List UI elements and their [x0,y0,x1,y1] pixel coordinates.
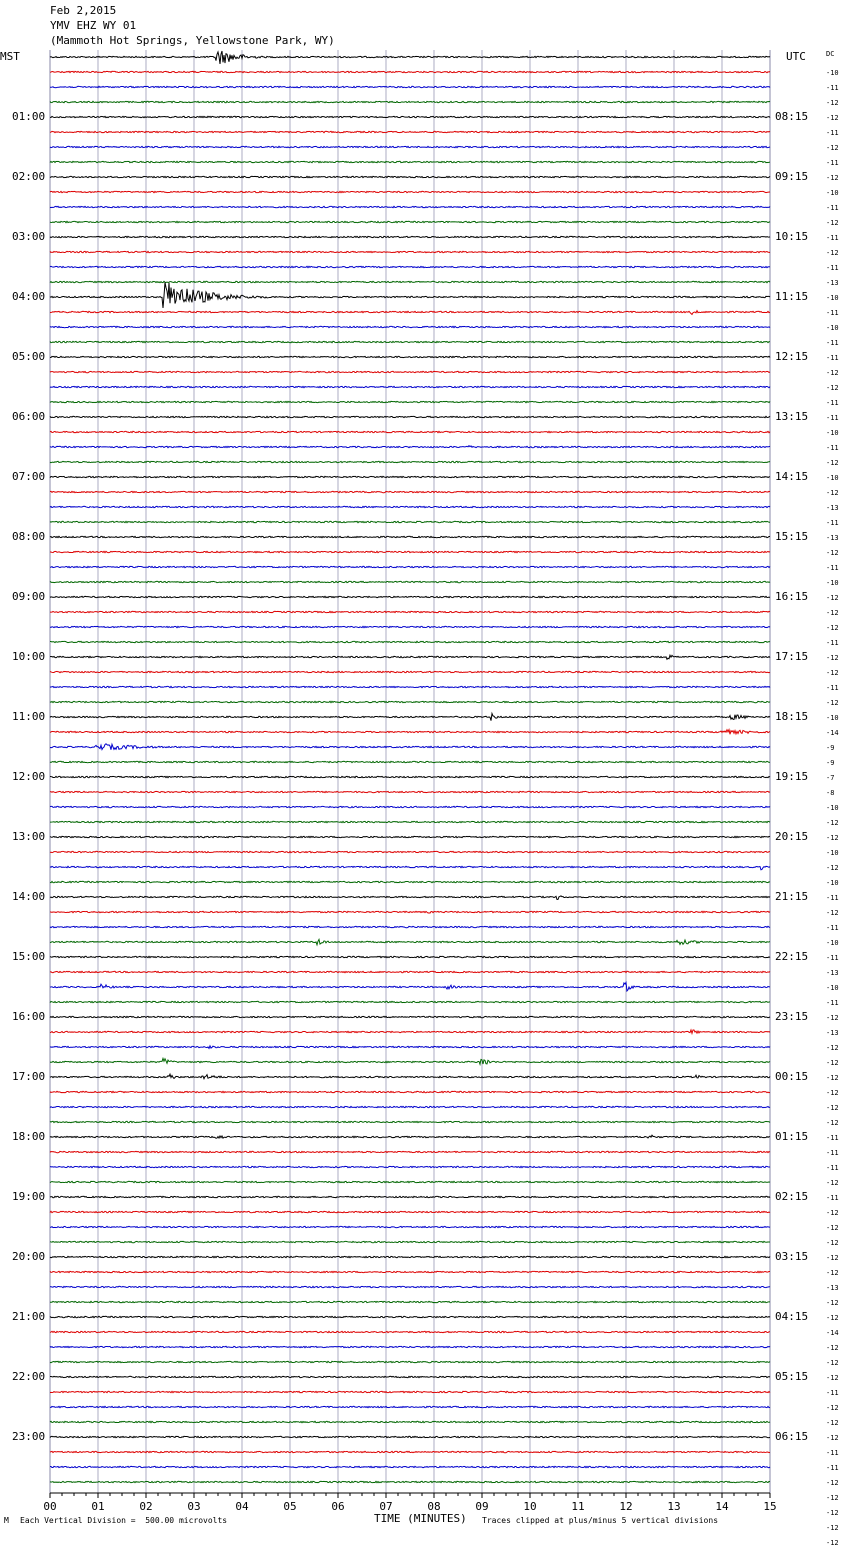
trace-line [50,1421,770,1422]
trace-line [50,956,770,957]
dc-offset-label: -12 [826,1539,839,1547]
trace-line [50,1196,770,1197]
dc-offset-label: -12 [826,489,839,497]
trace-line [50,581,770,582]
right-timezone: UTC [786,50,806,63]
dc-offset-label: -10 [826,579,839,587]
dc-offset-label: -10 [826,189,839,197]
dc-offset-label: -12 [826,99,839,107]
dc-offset-label: -12 [826,1224,839,1232]
station-location: (Mammoth Hot Springs, Yellowstone Park, WY) [50,34,335,47]
dc-offset-label: -12 [826,384,839,392]
trace-line [50,939,770,944]
dc-offset-label: -12 [826,1314,839,1322]
x-tick-label: 05 [283,1500,297,1513]
dc-offset-label: -11 [826,1464,839,1472]
dc-offset-label: -12 [826,219,839,227]
trace-line [50,655,770,659]
utc-hour-label: 22:15 [775,950,809,963]
dc-offset-label: -11 [826,894,839,902]
trace-line [50,744,770,750]
trace-line [50,1316,770,1317]
trace-line [50,146,770,147]
dc-offset-label: -11 [826,309,839,317]
dc-header: DC [826,50,835,58]
trace-line [50,1181,770,1182]
dc-offset-label: -11 [826,639,839,647]
dc-offset-label: -10 [826,294,839,302]
left-timezone: MST [0,50,20,63]
dc-offset-label: -12 [826,114,839,122]
trace-line [50,1301,770,1302]
dc-offset-label: -11 [826,84,839,92]
clip-note: Traces clipped at plus/minus 5 vertical divisions [482,1516,719,1525]
dc-offset-label: -12 [826,819,839,827]
dc-offset-label: -12 [826,1014,839,1022]
scale-note: Each Vertical Division = 500.00 microvolts [20,1516,228,1525]
dc-offset-label: -12 [826,1179,839,1187]
trace-line [50,821,770,822]
dc-offset-label: -12 [826,1344,839,1352]
dc-offset-label: -10 [826,879,839,887]
mst-hour-label: 22:00 [12,1370,46,1383]
dc-offset-label: -12 [826,1374,839,1382]
x-tick-label: 15 [763,1500,777,1513]
mst-hour-label: 23:00 [12,1430,46,1443]
dc-offset-label: -12 [826,1074,839,1082]
utc-hour-label: 06:15 [775,1430,809,1443]
mst-hour-label: 06:00 [12,410,46,423]
trace-line [50,1166,770,1167]
utc-hour-label: 18:15 [775,710,809,723]
mst-hour-label: 18:00 [12,1130,46,1143]
trace-line [50,461,770,462]
mst-hour-label: 17:00 [12,1070,46,1083]
dc-offset-label: -12 [826,1494,839,1502]
dc-offset-label: -10 [826,939,839,947]
dc-offset-label: -13 [826,279,839,287]
dc-offset-label: -11 [826,684,839,692]
dc-offset-label: -11 [826,1389,839,1397]
trace-line [50,611,770,612]
dc-offset-label: -12 [826,654,839,662]
trace-line [50,1436,770,1437]
trace-line [50,446,770,448]
utc-hour-label: 16:15 [775,590,809,603]
mst-hour-label: 20:00 [12,1250,46,1263]
dc-offset-label: -10 [826,984,839,992]
x-tick-label: 13 [667,1500,681,1513]
mst-hour-label: 14:00 [12,890,46,903]
mst-hour-label: 10:00 [12,650,46,663]
dc-offset-label: -13 [826,504,839,512]
trace-line [50,1016,770,1017]
dc-offset-label: -12 [826,1104,839,1112]
dc-offset-label: -12 [826,144,839,152]
dc-offset-label: -12 [826,1239,839,1247]
dc-offset-label: -11 [826,234,839,242]
trace-line [50,1211,770,1212]
trace-line [50,161,770,162]
dc-offset-label: -12 [826,909,839,917]
trace-line [50,1074,770,1079]
utc-hour-label: 03:15 [775,1250,809,1263]
trace-line [50,86,770,87]
x-tick-label: 12 [619,1500,633,1513]
trace-line [50,1106,770,1107]
trace-line [50,776,770,777]
trace-line [50,506,770,507]
trace-line [50,1361,770,1362]
trace-line [50,686,770,687]
trace-line [50,191,770,192]
trace-line [50,806,770,807]
dc-offset-label: -10 [826,324,839,332]
trace-line [50,971,770,972]
x-tick-label: 00 [43,1500,57,1513]
trace-line [50,1135,770,1138]
trace-line [50,51,770,64]
dc-offset-label: -10 [826,69,839,77]
dc-offset-label: -13 [826,969,839,977]
x-tick-label: 08 [427,1500,441,1513]
dc-offset-label: -11 [826,339,839,347]
trace-line [50,236,770,237]
dc-offset-label: -11 [826,444,839,452]
utc-hour-label: 23:15 [775,1010,809,1023]
trace-line [50,866,770,870]
x-tick-label: 06 [331,1500,345,1513]
dc-offset-label: -12 [826,864,839,872]
dc-offset-label: -12 [826,1059,839,1067]
utc-hour-label: 02:15 [775,1190,809,1203]
dc-offset-label: -12 [826,594,839,602]
dc-offset-label: -10 [826,429,839,437]
dc-offset-label: -14 [826,1329,839,1337]
chart-date: Feb 2,2015 [50,4,117,17]
dc-offset-label: -12 [826,1209,839,1217]
dc-offset-label: -9 [826,744,835,752]
trace-line [50,791,770,792]
x-tick-label: 01 [91,1500,105,1513]
utc-hour-label: 05:15 [775,1370,809,1383]
station-code: YMV EHZ WY 01 [50,19,137,32]
trace-line [50,401,770,402]
trace-line [50,266,770,267]
utc-hour-label: 15:15 [775,530,809,543]
dc-offset-label: -10 [826,804,839,812]
trace-line [50,626,770,627]
trace-line [50,1001,770,1002]
trace-line [50,206,770,207]
trace-line [50,71,770,72]
trace-line [50,641,770,642]
trace-line [50,551,770,552]
dc-offset-label: -12 [826,1089,839,1097]
dc-offset-label: -11 [826,924,839,932]
trace-line [50,281,770,282]
dc-offset-label: -12 [826,174,839,182]
dc-offset-label: -12 [826,1359,839,1367]
trace-line [50,326,770,327]
utc-hour-label: 17:15 [775,650,809,663]
dc-offset-label: -11 [826,1149,839,1157]
trace-line [50,851,770,852]
dc-offset-label: -12 [826,249,839,257]
x-tick-label: 10 [523,1500,537,1513]
trace-line [50,836,770,837]
trace-line [50,282,770,308]
trace-line [50,566,770,567]
dc-offset-label: -12 [826,624,839,632]
dc-offset-label: -11 [826,414,839,422]
x-tick-label: 02 [139,1500,153,1513]
trace-line [50,476,770,477]
dc-offset-label: -12 [826,1524,839,1532]
utc-hour-label: 13:15 [775,410,809,423]
dc-offset-label: -13 [826,1284,839,1292]
dc-offset-label: -11 [826,1164,839,1172]
dc-offset-label: -12 [826,669,839,677]
utc-hour-label: 21:15 [775,890,809,903]
x-tick-label: 09 [475,1500,489,1513]
dc-offset-label: -12 [826,549,839,557]
x-tick-label: 14 [715,1500,729,1513]
mst-hour-label: 19:00 [12,1190,46,1203]
mst-hour-label: 11:00 [12,710,46,723]
dc-offset-label: -7 [826,774,835,782]
dc-offset-label: -11 [826,159,839,167]
x-tick-label: 03 [187,1500,201,1513]
dc-offset-label: -14 [826,729,839,737]
trace-line [50,701,770,702]
trace-line [50,1286,770,1287]
trace-line [50,221,770,222]
dc-offset-label: -10 [826,474,839,482]
mst-hour-label: 13:00 [12,830,46,843]
dc-offset-label: -11 [826,999,839,1007]
footer-mark: M [4,1516,9,1525]
dc-offset-label: -12 [826,1479,839,1487]
mst-hour-label: 01:00 [12,110,46,123]
trace-line [50,982,770,991]
trace-line [50,1271,770,1272]
dc-offset-label: -9 [826,759,835,767]
utc-hour-label: 00:15 [775,1070,809,1083]
trace-line [50,341,770,342]
mst-hour-label: 09:00 [12,590,46,603]
trace-line [50,1331,770,1332]
utc-hour-label: 09:15 [775,170,809,183]
trace-line [50,926,770,927]
trace-line [50,1091,770,1092]
dc-offset-label: -11 [826,519,839,527]
trace-line [50,1121,770,1122]
dc-offset-label: -12 [826,609,839,617]
trace-line [50,1030,770,1033]
trace-line [50,1058,770,1064]
dc-offset-label: -10 [826,849,839,857]
dc-offset-label: -12 [826,1269,839,1277]
utc-hour-label: 04:15 [775,1310,809,1323]
trace-line [50,371,770,372]
trace-line [50,521,770,522]
dc-offset-label: -12 [826,1299,839,1307]
x-tick-label: 04 [235,1500,249,1513]
trace-line [50,761,770,762]
dc-offset-label: -13 [826,1029,839,1037]
dc-offset-label: -12 [826,1509,839,1517]
trace-line [50,1481,770,1482]
utc-hour-label: 19:15 [775,770,809,783]
trace-line [50,911,770,913]
dc-offset-label: -11 [826,1449,839,1457]
trace-line [50,1376,770,1377]
trace-line [50,131,770,132]
trace-line [50,251,770,252]
dc-offset-label: -12 [826,1419,839,1427]
utc-hour-label: 11:15 [775,290,809,303]
trace-line [50,311,770,315]
trace-line [50,1466,770,1467]
mst-hour-label: 12:00 [12,770,46,783]
trace-line [50,416,770,417]
mst-hour-label: 05:00 [12,350,46,363]
trace-line [50,1226,770,1227]
trace-line [50,881,770,882]
dc-offset-label: -11 [826,264,839,272]
trace-line [50,671,770,672]
x-tick-label: 07 [379,1500,393,1513]
dc-offset-label: -12 [826,1434,839,1442]
dc-offset-label: -12 [826,459,839,467]
dc-offset-label: -12 [826,1119,839,1127]
dc-offset-label: -12 [826,834,839,842]
dc-offset-label: -11 [826,564,839,572]
trace-line [50,356,770,357]
x-tick-label: 11 [571,1500,585,1513]
trace-line [50,896,770,900]
dc-offset-label: -13 [826,534,839,542]
trace-line [50,116,770,117]
trace-line [50,713,770,720]
mst-hour-label: 03:00 [12,230,46,243]
utc-hour-label: 01:15 [775,1130,809,1143]
trace-line [50,1346,770,1347]
dc-offset-label: -12 [826,699,839,707]
trace-line [50,1391,770,1392]
mst-hour-label: 04:00 [12,290,46,303]
trace-line [50,1046,770,1049]
trace-line [50,491,770,492]
trace-line [50,101,770,102]
trace-line [50,431,770,432]
mst-hour-label: 15:00 [12,950,46,963]
trace-line [50,536,770,537]
mst-hour-label: 02:00 [12,170,46,183]
dc-offset-label: -12 [826,369,839,377]
mst-hour-label: 16:00 [12,1010,46,1023]
dc-offset-label: -11 [826,1134,839,1142]
utc-hour-label: 20:15 [775,830,809,843]
dc-offset-label: -11 [826,1194,839,1202]
dc-offset-label: -10 [826,714,839,722]
utc-hour-label: 14:15 [775,470,809,483]
dc-offset-label: -12 [826,1254,839,1262]
dc-offset-label: -11 [826,354,839,362]
dc-offset-label: -11 [826,399,839,407]
trace-line [50,730,770,735]
utc-hour-label: 12:15 [775,350,809,363]
dc-offset-label: -8 [826,789,835,797]
utc-hour-label: 10:15 [775,230,809,243]
utc-hour-label: 08:15 [775,110,809,123]
trace-line [50,1151,770,1152]
x-axis-label: TIME (MINUTES) [374,1512,467,1525]
mst-hour-label: 08:00 [12,530,46,543]
trace-line [50,1451,770,1452]
trace-line [50,1241,770,1242]
trace-line [50,1256,770,1257]
mst-hour-label: 07:00 [12,470,46,483]
trace-line [50,596,770,597]
dc-offset-label: -12 [826,1044,839,1052]
dc-offset-label: -11 [826,129,839,137]
mst-hour-label: 21:00 [12,1310,46,1323]
dc-offset-label: -11 [826,954,839,962]
trace-line [50,176,770,177]
dc-offset-label: -11 [826,204,839,212]
trace-line [50,1406,770,1407]
trace-line [50,386,770,387]
dc-offset-label: -12 [826,1404,839,1412]
